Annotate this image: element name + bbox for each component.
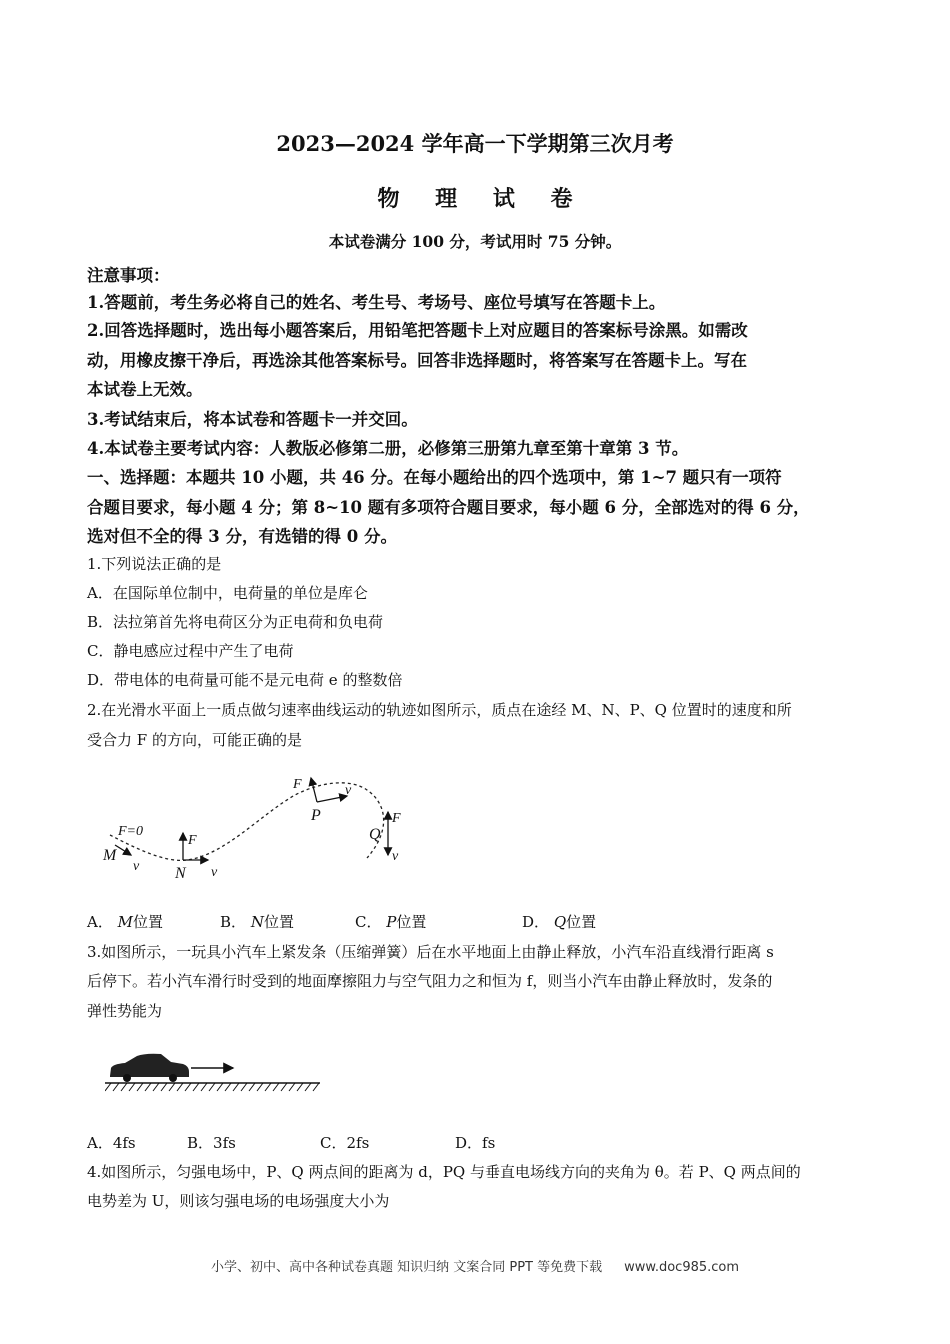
q2-stem-line-2: 受合力 F 的方向，可能正确的是 bbox=[87, 731, 302, 749]
exam-title: 2023—2024 学年高一下学期第三次月考 bbox=[276, 131, 674, 156]
m-velocity-arrow bbox=[115, 845, 131, 855]
footer-text: 小学、初中、高中各种试卷真题 知识归纳 文案合同 PPT 等免费下载 bbox=[210, 1260, 603, 1275]
page-footer bbox=[0, 1256, 950, 1275]
q2-option-b: B． N位置 bbox=[220, 913, 294, 931]
q3-stem-line-3: 弹性势能为 bbox=[87, 1002, 163, 1020]
q2-option-c: C． P位置 bbox=[355, 913, 427, 931]
notice-line-2a: 2.回答选择题时，选出每小题答案后，用铅笔把答题卡上对应题目的答案标号涂黑。如需改 bbox=[87, 321, 748, 340]
q2-option-a: A． M位置 bbox=[87, 913, 163, 931]
q4-stem-line-1: 4.如图所示，匀强电场中，P、Q 两点间的距离为 d，PQ 与垂直电场线方向的夹角为 θ。若 P、Q 两点间的 bbox=[87, 1163, 801, 1181]
trajectory-curve bbox=[110, 783, 384, 861]
score-note: 本试卷满分 100 分，考试用时 75 分钟。 bbox=[328, 232, 622, 251]
notice-line-4: 4.本试卷主要考试内容：人教版必修第二册，必修第三册第九章至第十章第 3 节。 bbox=[87, 439, 689, 458]
q3-stem-line-1: 3.如图所示，一玩具小汽车上紧发条（压缩弹簧）后在水平地面上由静止释放，小汽车沿直线滑行距离 s bbox=[87, 943, 774, 961]
section-heading-line-3: 选对但不全的得 3 分，有选错的得 0 分。 bbox=[87, 527, 397, 546]
ground-hatch bbox=[105, 1083, 319, 1091]
q3-option-a: A．4fs bbox=[87, 1134, 136, 1152]
q3-option-b: B．3fs bbox=[187, 1134, 236, 1152]
section-heading-line-2: 合题目要求，每小题 4 分；第 8~10 题有多项符合题目要求，每小题 6 分，全部选对的得 6 分， bbox=[87, 498, 810, 517]
car-body bbox=[110, 1054, 189, 1077]
notice-line-2c: 本试卷上无效。 bbox=[87, 380, 203, 399]
label-f-q: F bbox=[392, 811, 401, 826]
label-v-p: v bbox=[345, 783, 352, 798]
q3-stem-line-2: 后停下。若小汽车滑行时受到的地面摩擦阻力与空气阻力之和恒为 f，则当小汽车由静止释放时，发条的 bbox=[87, 972, 773, 990]
p-force-arrow bbox=[311, 778, 317, 802]
label-q: Q bbox=[369, 826, 381, 843]
car-wheel-front bbox=[169, 1074, 177, 1082]
notice-line-3: 3.考试结束后，将本试卷和答题卡一并交回。 bbox=[87, 410, 418, 429]
q1-stem: 1.下列说法正确的是 bbox=[87, 555, 222, 573]
q1-option-c: C．静电感应过程中产生了电荷 bbox=[87, 642, 294, 660]
label-v-n: v bbox=[211, 865, 218, 880]
q2-stem-line-1: 2.在光滑水平面上一质点做匀速率曲线运动的轨迹如图所示，质点在途经 M、N、P、Q 位置时的速度和所 bbox=[87, 701, 792, 719]
label-f0: F=0 bbox=[118, 824, 143, 839]
q3-option-c: C．2fs bbox=[320, 1134, 370, 1152]
q2-trajectory-figure bbox=[95, 760, 425, 890]
section-heading-line-1: 一、选择题：本题共 10 小题，共 46 分。在每小题给出的四个选项中，第 1~7 题只有一项符 bbox=[87, 468, 782, 487]
label-n: N bbox=[175, 865, 186, 882]
notice-line-1: 1.答题前，考生务必将自己的姓名、考生号、考场号、座位号填写在答题卡上。 bbox=[87, 293, 666, 312]
q3-car-figure bbox=[105, 1050, 325, 1095]
q1-option-a: A．在国际单位制中，电荷量的单位是库仑 bbox=[87, 584, 368, 602]
car-wheel-rear bbox=[123, 1074, 131, 1082]
q2-option-d: D． Q位置 bbox=[522, 913, 597, 931]
label-p: P bbox=[311, 807, 321, 824]
footer-url[interactable]: www.doc985.com bbox=[624, 1260, 740, 1275]
q4-stem-line-2: 电势差为 U，则该匀强电场的电场强度大小为 bbox=[87, 1192, 390, 1210]
label-f-p: F bbox=[293, 777, 302, 792]
label-v-q: v bbox=[392, 849, 399, 864]
notice-line-2b: 动，用橡皮擦干净后，再选涂其他答案标号。回答非选择题时，将答案写在答题卡上。写在 bbox=[87, 351, 747, 370]
exam-subject: 物 理 试 卷 bbox=[377, 186, 587, 212]
q1-option-d: D．带电体的电荷量可能不是元电荷 e 的整数倍 bbox=[87, 671, 403, 689]
q1-option-b: B．法拉第首先将电荷区分为正电荷和负电荷 bbox=[87, 613, 384, 631]
label-v-m: v bbox=[133, 859, 140, 874]
p-velocity-arrow bbox=[317, 796, 347, 802]
label-m: M bbox=[103, 847, 117, 864]
q3-option-d: D．fs bbox=[455, 1134, 496, 1152]
label-f-n: F bbox=[188, 833, 197, 848]
notice-heading: 注意事项： bbox=[87, 266, 170, 285]
